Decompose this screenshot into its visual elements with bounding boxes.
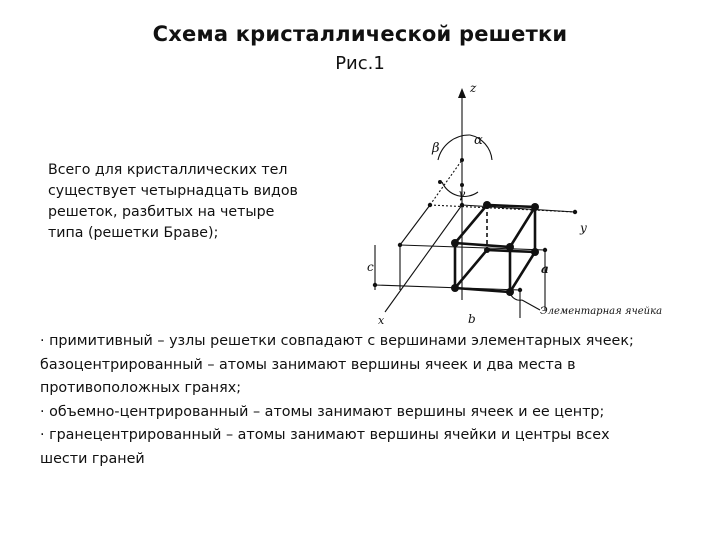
intro-text [48,160,338,244]
list-item: · гранецентрированный – атомы занимают вершины ячейки и центры всех [40,427,610,443]
axis-x-label: x [378,314,385,327]
list-item: базоцентрированный – атомы занимают вершины ячеек и два места в [40,356,576,373]
axis-y-label: y [580,221,587,235]
list-item: · объемно-центрированный – атомы занимают вершины ячеек и ее центр; [40,403,605,420]
list-item: · примитивный – узлы решетки совпадают с вершинами элементарных ячеек; [40,333,634,349]
axis-z-label: z [470,81,477,95]
angle-beta-label: β [432,141,440,156]
edge-c-label: c [367,260,374,274]
intro-line: решеток, разбитых на четыре [48,204,275,220]
intro-line: существует четырнадцать видов [48,183,298,199]
edge-a-label: a [541,262,549,276]
list-item: шести граней [40,450,145,467]
lattice-types-list [40,330,700,471]
angle-alpha-label: α [474,133,483,148]
figure-caption: Рис.1 [335,53,385,74]
crystal-lattice-diagram [365,78,665,328]
list-item: противоположных гранях; [40,380,242,396]
cell-caption: Элементарная ячейка [540,306,663,317]
edge-b-label: b [468,312,476,326]
intro-line: типа (решетки Браве); [48,225,219,241]
slide-title: Схема кристаллической решетки [152,22,568,46]
angle-gamma-label: γ [458,187,466,201]
intro-line: Всего для кристаллических тел [48,162,288,178]
